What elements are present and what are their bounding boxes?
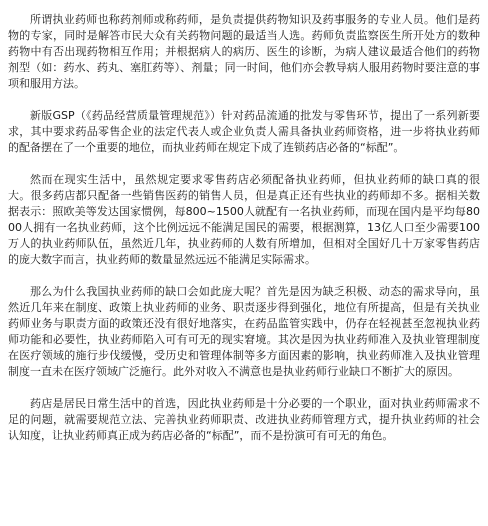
paragraph-gsp-requirement: 新版GSP（《药品经营质量管理规范》）针对药品流通的批发与零售环节，提出了一系列新要求，其中要求药品零售企业的法定代表人或企业负责人需具备执业药师资格，进一步将执业药师的配备摆在了一个重要的地位，而执业药师在规定下成了连锁药店必备的“标配”。 [8,109,480,154]
paragraph-shortage: 然而在现实生活中，虽然规定要求零售药店必须配备执业药师，但执业药师的缺口真的很大。很多药店都只配备一些销售医药的销售人员，但是真正还有些执业的药师却不多。据相关数据表示：照欧美等发达国家惯例，每800~1500人就配有一名执业药师，而现在国内是平均每8000人拥有一名执业药师，这个比例远远不能满足国民的需要，根据测算，13亿人口至少需要100万人的执业药师队伍，虽然近几年，执业药师的人数有所增加，但相对全国好几十万家零售药店的庞大数字而言，执业药师的数量显然远远不能满足实际需求。 [8,173,480,266]
paragraph-definition: 所谓执业药师也称药剂师或称药师，是负责提供药物知识及药事服务的专业人员。他们是药物的专家，同时是解答市民大众有关药物问题的最适当人选。药师负责监察医生所开处方的数种药物中有否出现药物相互作用；并根据病人的病历、医生的诊断，为病人建议最适合他们的药物剂型（如：药水、药丸、塞肛药等）、剂量；同一时间，他们亦会教导病人服用药物时要注意的事项和服用方法。 [8,13,480,90]
paragraph-causes: 那么为什么我国执业药师的缺口会如此庞大呢？首先是因为缺乏积极、动态的需求导向，虽然近几年来在制度、政策上执业药师的业务、职责逐步得到强化，地位有所提高，但是有关执业药师业务与职责方面的政策还没有很好地落实，在药品监管实践中，仍存在轻视甚至忽视执业药师功能和必要性，执业药师陷入可有可无的现实窘境。其次是因为执业药师准入及执业管理制度在医疗领域的施行步伐缓慢，受历史和管理体制等多方面因素的影响，执业药师准入及执业管理制度一直未在医疗领域广泛施行。此外对收入不满意也是执业药师行业缺口不断扩大的原因。 [8,285,480,378]
paragraph-conclusion: 药店是居民日常生活中的首选，因此执业药师是十分必要的一个职业，面对执业药师需求不足的问题，就需要规范立法、完善执业药师职责、改进执业药师管理方式，提升执业药师的社会认知度，让执业药师真正成为药店必备的“标配”，而不是扮演可有可无的角色。 [8,397,480,442]
